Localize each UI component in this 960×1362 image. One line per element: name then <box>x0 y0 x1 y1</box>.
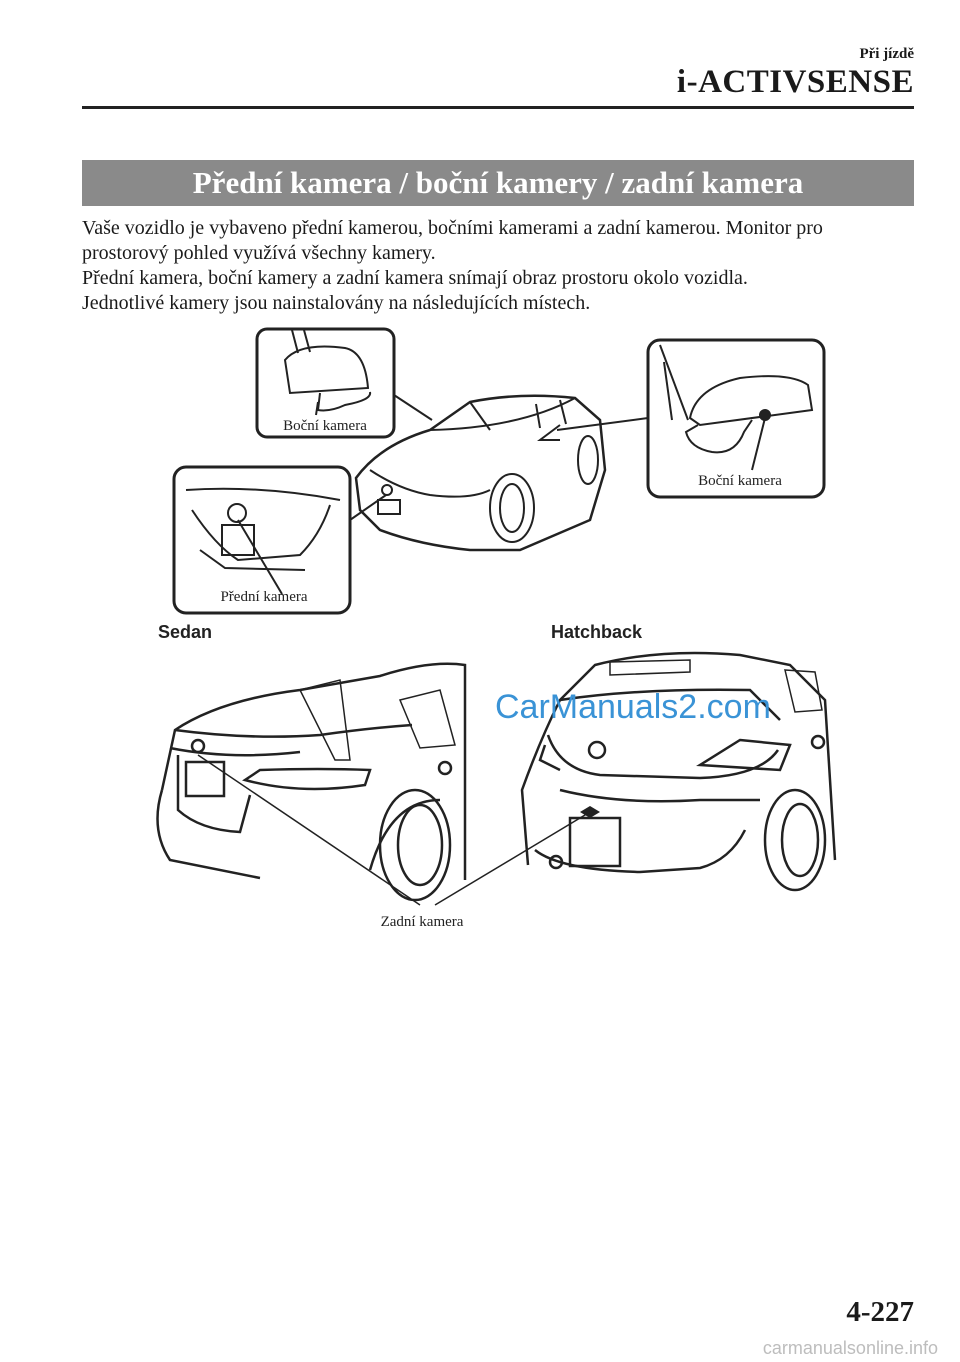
paragraph: Vaše vozidlo je vybaveno přední kamerou, bočními kamerami a zadní kamerou. Monitor pro prostorový pohled využívá všechny kamery. <box>82 217 823 264</box>
hatchback-label: Hatchback <box>551 622 643 642</box>
page-title: Přední kamera / boční kamery / zadní kamera <box>82 160 914 206</box>
footer-watermark: carmanualsonline.info <box>762 1338 938 1358</box>
paragraph: Přední kamera, boční kamery a zadní kamera snímají obraz prostoru okolo vozidla. <box>82 267 748 289</box>
paragraph: Jednotlivé kamery jsou nainstalovány na následujících místech. <box>82 292 591 314</box>
chapter-heading: Při jízdě <box>859 46 914 62</box>
front-camera-label: Přední kamera <box>220 589 308 605</box>
watermark-text: CarManuals2.com <box>495 688 771 726</box>
side-camera-left-label: Boční kamera <box>283 418 367 434</box>
rear-camera-label: Zadní kamera <box>380 914 464 930</box>
side-camera-right-label: Boční kamera <box>698 473 782 489</box>
page-number: 4-227 <box>846 1296 914 1328</box>
section-heading: i-ACTIVSENSE <box>676 64 914 100</box>
sedan-label: Sedan <box>158 622 213 642</box>
